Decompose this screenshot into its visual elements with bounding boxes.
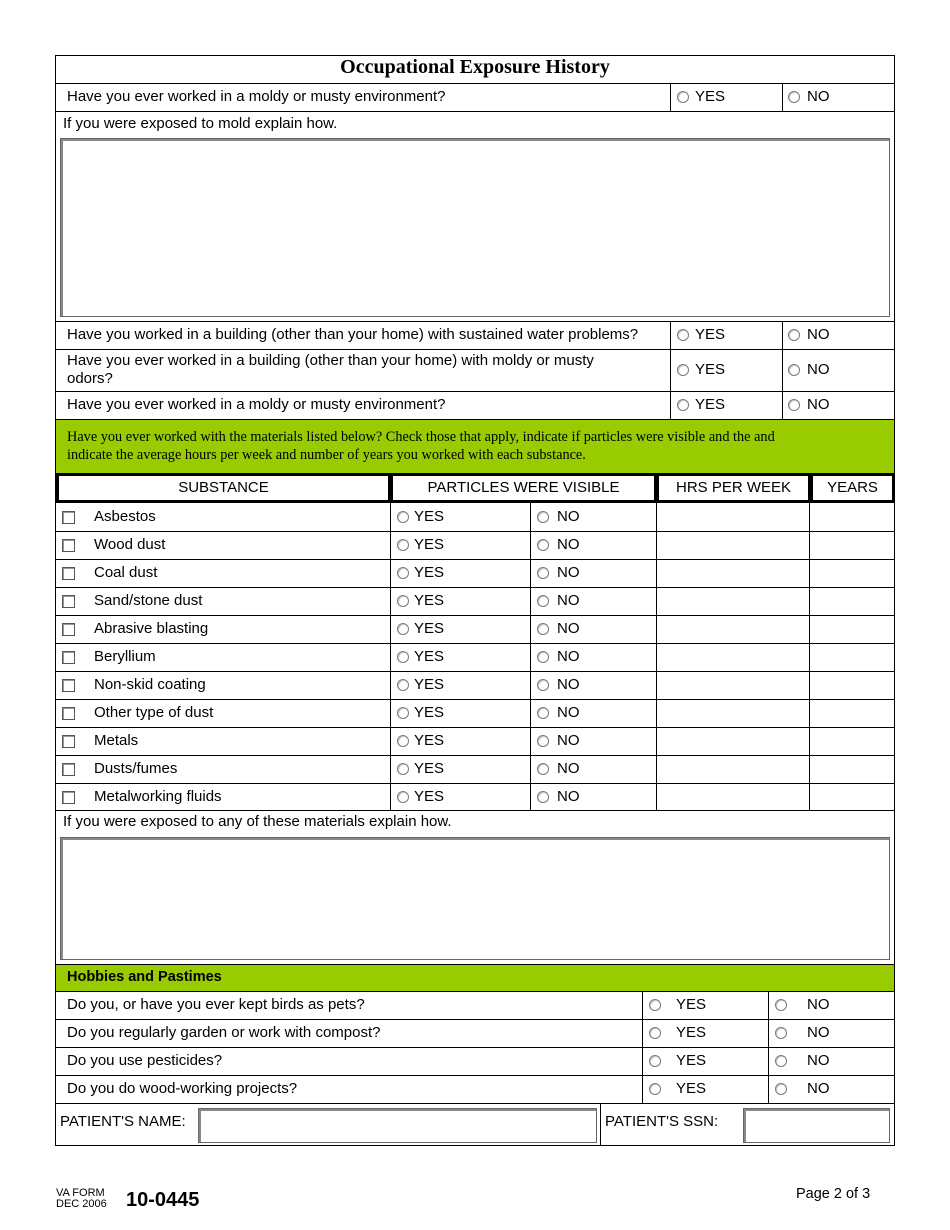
yes-label: YES (676, 1024, 707, 1041)
no-label: NO (807, 326, 830, 343)
yes-label: YES (676, 1052, 707, 1069)
no-label: NO (557, 704, 580, 721)
particles-yes-radio[interactable] (397, 539, 409, 551)
mold-explain-label: If you were exposed to mold explain how. (63, 115, 338, 132)
no-label: NO (557, 536, 580, 553)
substance-checkbox[interactable] (62, 707, 75, 720)
no-label: NO (807, 88, 830, 105)
materials-instructions-line2: indicate the average hours per week and number of years you worked with each substance. (67, 447, 586, 463)
substance-label: Dusts/fumes (94, 760, 178, 777)
hobby-no-radio[interactable] (775, 1083, 787, 1095)
hrs-per-week-input[interactable] (658, 757, 808, 781)
no-label: NO (557, 564, 580, 581)
mold-q1-yes-radio[interactable] (677, 91, 689, 103)
no-label: NO (807, 1080, 830, 1097)
hrs-per-week-input[interactable] (658, 617, 808, 641)
substance-checkbox[interactable] (62, 567, 75, 580)
substance-label: Metals (94, 732, 139, 749)
hrs-per-week-input[interactable] (658, 729, 808, 753)
particles-no-radio[interactable] (537, 679, 549, 691)
particles-no-radio[interactable] (537, 511, 549, 523)
mold-question-2: Have you worked in a building (other than your home) with sustained water problems? (67, 326, 639, 343)
years-input[interactable] (811, 589, 893, 613)
yes-label: YES (414, 564, 445, 581)
substance-checkbox[interactable] (62, 791, 75, 804)
years-input[interactable] (811, 757, 893, 781)
yes-label: YES (414, 760, 445, 777)
hrs-per-week-input[interactable] (658, 589, 808, 613)
no-label: NO (557, 788, 580, 805)
particles-no-radio[interactable] (537, 791, 549, 803)
substance-label: Beryllium (94, 648, 156, 665)
mold-q3-no-radio[interactable] (788, 364, 800, 376)
hobby-yes-radio[interactable] (649, 1055, 661, 1067)
mold-q4-yes-radio[interactable] (677, 399, 689, 411)
footer-form-number: 10-0445 (126, 1189, 200, 1211)
materials-explain-textarea[interactable] (60, 837, 890, 960)
hrs-per-week-input[interactable] (658, 673, 808, 697)
mold-explain-textarea[interactable] (60, 138, 890, 317)
yes-label: YES (676, 996, 707, 1013)
substance-label: Coal dust (94, 564, 158, 581)
no-label: NO (557, 620, 580, 637)
yes-label: YES (676, 1080, 707, 1097)
particles-no-radio[interactable] (537, 539, 549, 551)
particles-no-radio[interactable] (537, 567, 549, 579)
particles-yes-radio[interactable] (397, 567, 409, 579)
materials-instructions-line1: Have you ever worked with the materials listed below? Check those that apply, indicate if particles were visible and the and (67, 429, 775, 445)
hobby-yes-radio[interactable] (649, 1027, 661, 1039)
substance-label: Other type of dust (94, 704, 214, 721)
yes-label: YES (414, 648, 445, 665)
footer-page-number: Page 2 of 3 (796, 1186, 871, 1202)
substance-label: Sand/stone dust (94, 592, 203, 609)
years-input[interactable] (811, 505, 893, 529)
mold-question-1: Have you ever worked in a moldy or musty environment? (67, 88, 446, 105)
years-input[interactable] (811, 729, 893, 753)
hobby-question: Do you, or have you ever kept birds as pets? (67, 996, 365, 1013)
particles-yes-radio[interactable] (397, 707, 409, 719)
particles-yes-radio[interactable] (397, 623, 409, 635)
no-label: NO (557, 760, 580, 777)
hobby-yes-radio[interactable] (649, 999, 661, 1011)
particles-no-radio[interactable] (537, 763, 549, 775)
years-input[interactable] (811, 561, 893, 585)
mold-question-3-line2: odors? (67, 370, 113, 387)
materials-explain-label: If you were exposed to any of these materials explain how. (63, 813, 452, 830)
no-label: NO (557, 676, 580, 693)
substance-header: SUBSTANCE (178, 479, 269, 496)
years-input[interactable] (811, 645, 893, 669)
no-label: NO (557, 648, 580, 665)
yes-label: YES (695, 396, 726, 413)
mold-q2-yes-radio[interactable] (677, 329, 689, 341)
yes-label: YES (414, 508, 445, 525)
substance-checkbox[interactable] (62, 511, 75, 524)
patient-name-label: PATIENT'S NAME: (60, 1113, 186, 1130)
substance-checkbox[interactable] (62, 763, 75, 776)
hobby-no-radio[interactable] (775, 1055, 787, 1067)
patient-name-input[interactable] (198, 1108, 597, 1143)
yes-label: YES (695, 326, 726, 343)
particles-no-radio[interactable] (537, 735, 549, 747)
mold-q1-no-radio[interactable] (788, 91, 800, 103)
substance-checkbox[interactable] (62, 679, 75, 692)
yes-label: YES (414, 620, 445, 637)
mold-q4-no-radio[interactable] (788, 399, 800, 411)
mold-q2-no-radio[interactable] (788, 329, 800, 341)
substance-label: Asbestos (94, 508, 156, 525)
particles-no-radio[interactable] (537, 707, 549, 719)
substance-checkbox[interactable] (62, 539, 75, 552)
hobby-no-radio[interactable] (775, 999, 787, 1011)
yes-label: YES (695, 361, 726, 378)
substance-label: Abrasive blasting (94, 620, 209, 637)
hobby-yes-radio[interactable] (649, 1083, 661, 1095)
patient-ssn-input[interactable] (743, 1108, 890, 1143)
particles-header: PARTICLES WERE VISIBLE (427, 479, 620, 496)
hrs-per-week-input[interactable] (658, 505, 808, 529)
particles-yes-radio[interactable] (397, 651, 409, 663)
particles-yes-radio[interactable] (397, 595, 409, 607)
hrs-per-week-input[interactable] (658, 533, 808, 557)
years-input[interactable] (811, 785, 893, 809)
years-header: YEARS (827, 479, 878, 496)
substance-checkbox[interactable] (62, 651, 75, 664)
no-label: NO (557, 592, 580, 609)
particles-yes-radio[interactable] (397, 735, 409, 747)
yes-label: YES (414, 536, 445, 553)
particles-yes-radio[interactable] (397, 679, 409, 691)
hrs-per-week-input[interactable] (658, 561, 808, 585)
footer-va-form: VA FORM (56, 1187, 105, 1199)
mold-q3-yes-radio[interactable] (677, 364, 689, 376)
particles-yes-radio[interactable] (397, 511, 409, 523)
particles-yes-radio[interactable] (397, 763, 409, 775)
hobby-question: Do you regularly garden or work with compost? (67, 1024, 381, 1041)
substance-checkbox[interactable] (62, 735, 75, 748)
no-label: NO (557, 508, 580, 525)
years-input[interactable] (811, 533, 893, 557)
footer-date: DEC 2006 (56, 1198, 107, 1210)
hobby-no-radio[interactable] (775, 1027, 787, 1039)
substance-label: Metalworking fluids (94, 788, 222, 805)
particles-yes-radio[interactable] (397, 791, 409, 803)
hobby-question: Do you do wood-working projects? (67, 1080, 298, 1097)
mold-question-4: Have you ever worked in a moldy or musty environment? (67, 396, 446, 413)
yes-label: YES (414, 788, 445, 805)
patient-ssn-label: PATIENT'S SSN: (605, 1113, 719, 1130)
years-input[interactable] (811, 701, 893, 725)
substance-label: Non-skid coating (94, 676, 206, 693)
yes-label: YES (414, 732, 445, 749)
form-title: Occupational Exposure History (340, 56, 610, 78)
no-label: NO (807, 996, 830, 1013)
years-input[interactable] (811, 617, 893, 641)
no-label: NO (557, 732, 580, 749)
yes-label: YES (414, 704, 445, 721)
substance-label: Wood dust (94, 536, 166, 553)
no-label: NO (807, 396, 830, 413)
no-label: NO (807, 1052, 830, 1069)
hrs-per-week-input[interactable] (658, 645, 808, 669)
no-label: NO (807, 361, 830, 378)
hrs-per-week-header: HRS PER WEEK (675, 479, 792, 496)
hrs-per-week-input[interactable] (658, 785, 808, 809)
particles-no-radio[interactable] (537, 651, 549, 663)
yes-label: YES (414, 676, 445, 693)
hobby-question: Do you use pesticides? (67, 1052, 223, 1069)
substance-checkbox[interactable] (62, 623, 75, 636)
yes-label: YES (414, 592, 445, 609)
hobbies-title: Hobbies and Pastimes (67, 969, 222, 985)
particles-no-radio[interactable] (537, 595, 549, 607)
hrs-per-week-input[interactable] (658, 701, 808, 725)
particles-no-radio[interactable] (537, 623, 549, 635)
mold-question-3-line1: Have you ever worked in a building (other than your home) with moldy or musty (67, 352, 594, 369)
years-input[interactable] (811, 673, 893, 697)
substance-checkbox[interactable] (62, 595, 75, 608)
no-label: NO (807, 1024, 830, 1041)
yes-label: YES (695, 88, 726, 105)
